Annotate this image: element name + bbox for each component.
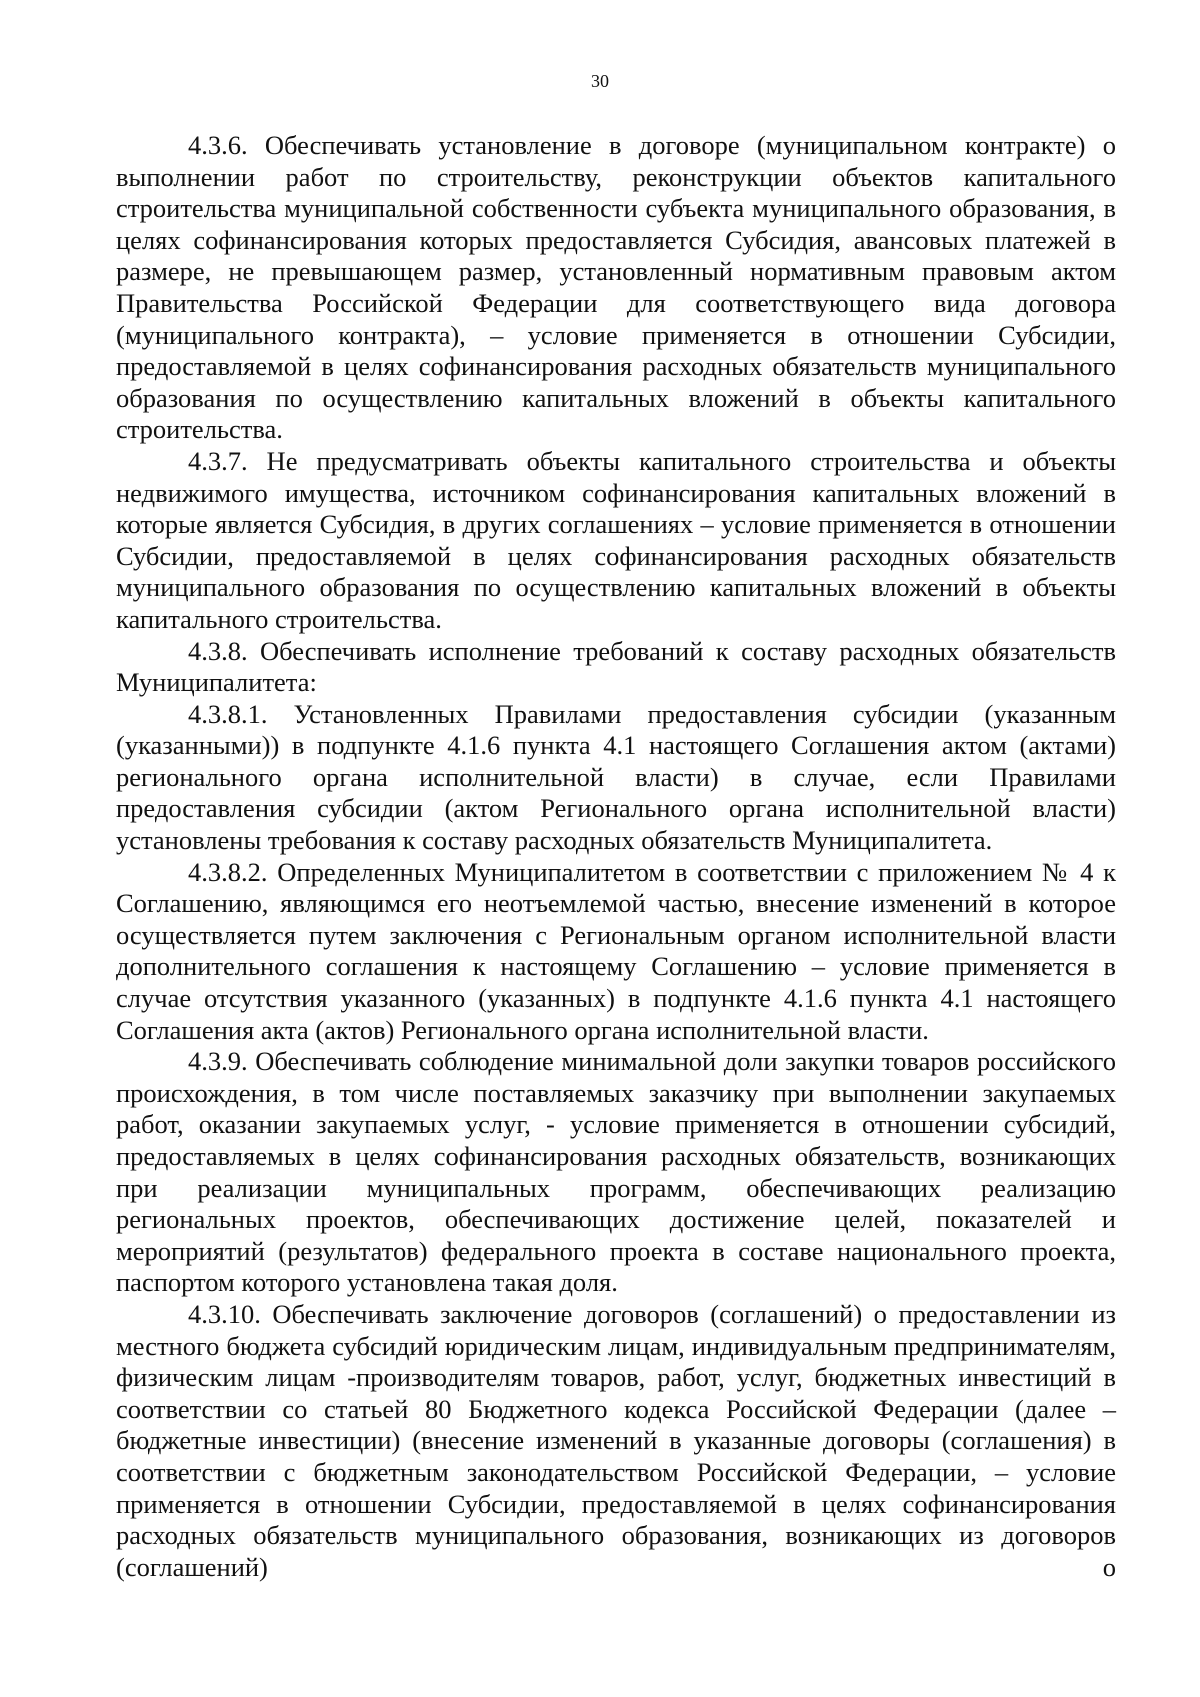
clause-4-3-10: 4.3.10. Обеспечивать заключение договоров (соглашений) о предоставлении из местного бюджета субсидий юридическим лицам, индивидуальным предпринимателям, физическим лицам -производителям товаров, работ, услуг, бюджетных инвестиций в соответствии со статьей 80 Бюджетного кодекса Российской Федерации (далее – бюджетные инвестиции) (внесение изменений в указанные договоры (соглашения) в соответствии с бюджетным законодательством Российской Федерации, – условие применяется в отношении Субсидии, предоставляемой в целях софинансирования расходных обязательств муниципального образования, возникающих из договоров (соглашений) о [116, 1298, 1116, 1582]
clause-4-3-7: 4.3.7. Не предусматривать объекты капитального строительства и объекты недвижимого имущества, источником софинансирования капитальных вложений в которые является Субсидия, в других соглашениях – условие применяется в отношении Субсидии, предоставляемой в целях софинансирования расходных обязательств муниципального образования по осуществлению капитальных вложений в объекты капитального строительства. [116, 445, 1116, 634]
clause-4-3-8-1: 4.3.8.1. Установленных Правилами предоставления субсидии (указанным (указанными)) в подпункте 4.1.6 пункта 4.1 настоящего Соглашения актом (актами) регионального органа исполнительной власти) в случае, если Правилами предоставления субсидии (актом Регионального органа исполнительной власти) установлены требования к составу расходных обязательств Муниципалитета. [116, 698, 1116, 856]
clause-4-3-8: 4.3.8. Обеспечивать исполнение требований к составу расходных обязательств Муниципалитета: [116, 635, 1116, 698]
clause-4-3-9: 4.3.9. Обеспечивать соблюдение минимальной доли закупки товаров российского происхождения, в том числе поставляемых заказчику при выполнении закупаемых работ, оказании закупаемых услуг, - условие применяется в отношении субсидий, предоставляемых в целях софинансирования расходных обязательств, возникающих при реализации муниципальных программ, обеспечивающих реализацию региональных проектов, обеспечивающих достижение целей, показателей и мероприятий (результатов) федерального проекта в составе национального проекта, паспортом которого установлена такая доля. [116, 1046, 1116, 1298]
clause-4-3-6: 4.3.6. Обеспечивать установление в договоре (муниципальном контракте) о выполнении работ по строительству, реконструкции объектов капитального строительства муниципальной собственности субъекта муниципального образования, в целях софинансирования которых предоставляется Субсидия, авансовых платежей в размере, не превышающем размер, установленный нормативным правовым актом Правительства Российской Федерации для соответствующего вида договора (муниципального контракта), – условие применяется в отношении Субсидии, предоставляемой в целях софинансирования расходных обязательств муниципального образования по осуществлению капитальных вложений в объекты капитального строительства. [116, 130, 1116, 445]
clause-4-3-8-2: 4.3.8.2. Определенных Муниципалитетом в соответствии с приложением № 4 к Соглашению, являющимся его неотъемлемой частью, внесение изменений в которое осуществляется путем заключения с Региональным органом исполнительной власти дополнительного соглашения к настоящему Соглашению – условие применяется в случае отсутствия указанного (указанных) в подпункте 4.1.6 пункта 4.1 настоящего Соглашения акта (актов) Регионального органа исполнительной власти. [116, 856, 1116, 1045]
page-number: 30 [591, 71, 609, 91]
document-body [116, 130, 1116, 1583]
